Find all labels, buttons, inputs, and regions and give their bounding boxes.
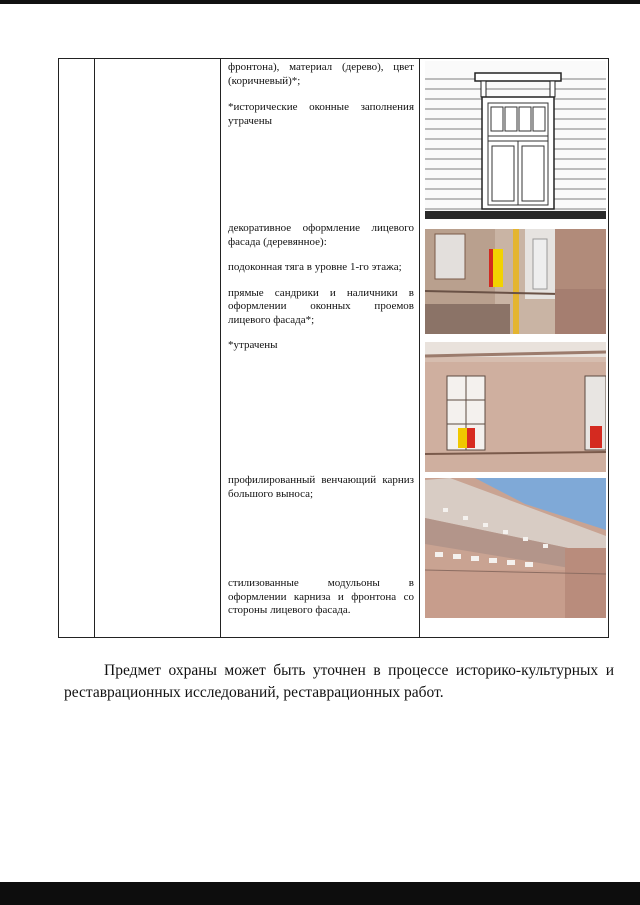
cornice-photo-icon xyxy=(425,478,606,618)
table-divider xyxy=(220,59,221,637)
cell-text-block-2 xyxy=(228,222,414,353)
window-facade-photo-icon xyxy=(425,342,606,472)
cell-text-block-1 xyxy=(228,61,414,128)
footer-paragraph xyxy=(64,660,614,704)
cell-text-block-3 xyxy=(228,474,414,501)
paragraph: *утрачены xyxy=(228,339,278,351)
paragraph: стилизованные модульоны в оформлении карниза и фронтона со стороны лицевого фасада. xyxy=(228,577,414,616)
paragraph: прямые сандрики и наличники в оформлении оконных проемов лицевого фасада*; xyxy=(228,286,414,326)
paragraph: декоративное оформление лицевого фасада (деревянное): xyxy=(228,222,414,248)
paragraph: фронтона), материал (дерево), цвет (коричневый)*; xyxy=(228,61,414,87)
facade-photo-icon xyxy=(425,229,606,334)
table-divider xyxy=(419,59,420,637)
scan-edge-bottom xyxy=(0,882,640,905)
table-divider xyxy=(94,59,95,637)
window-drawing-icon xyxy=(425,61,606,219)
scan-edge-top xyxy=(0,0,640,4)
paragraph: профилированный венчающий карниз большого выноса; xyxy=(228,474,414,500)
footer-text: Предмет охраны может быть уточнен в процессе историко-культурных и реставрационных исследований, реставрационных работ. xyxy=(64,662,614,701)
cell-text-block-4 xyxy=(228,577,414,618)
paragraph: *исторические оконные заполнения утрачены xyxy=(228,101,414,127)
paragraph: подоконная тяга в уровне 1-го этажа; xyxy=(228,261,402,273)
